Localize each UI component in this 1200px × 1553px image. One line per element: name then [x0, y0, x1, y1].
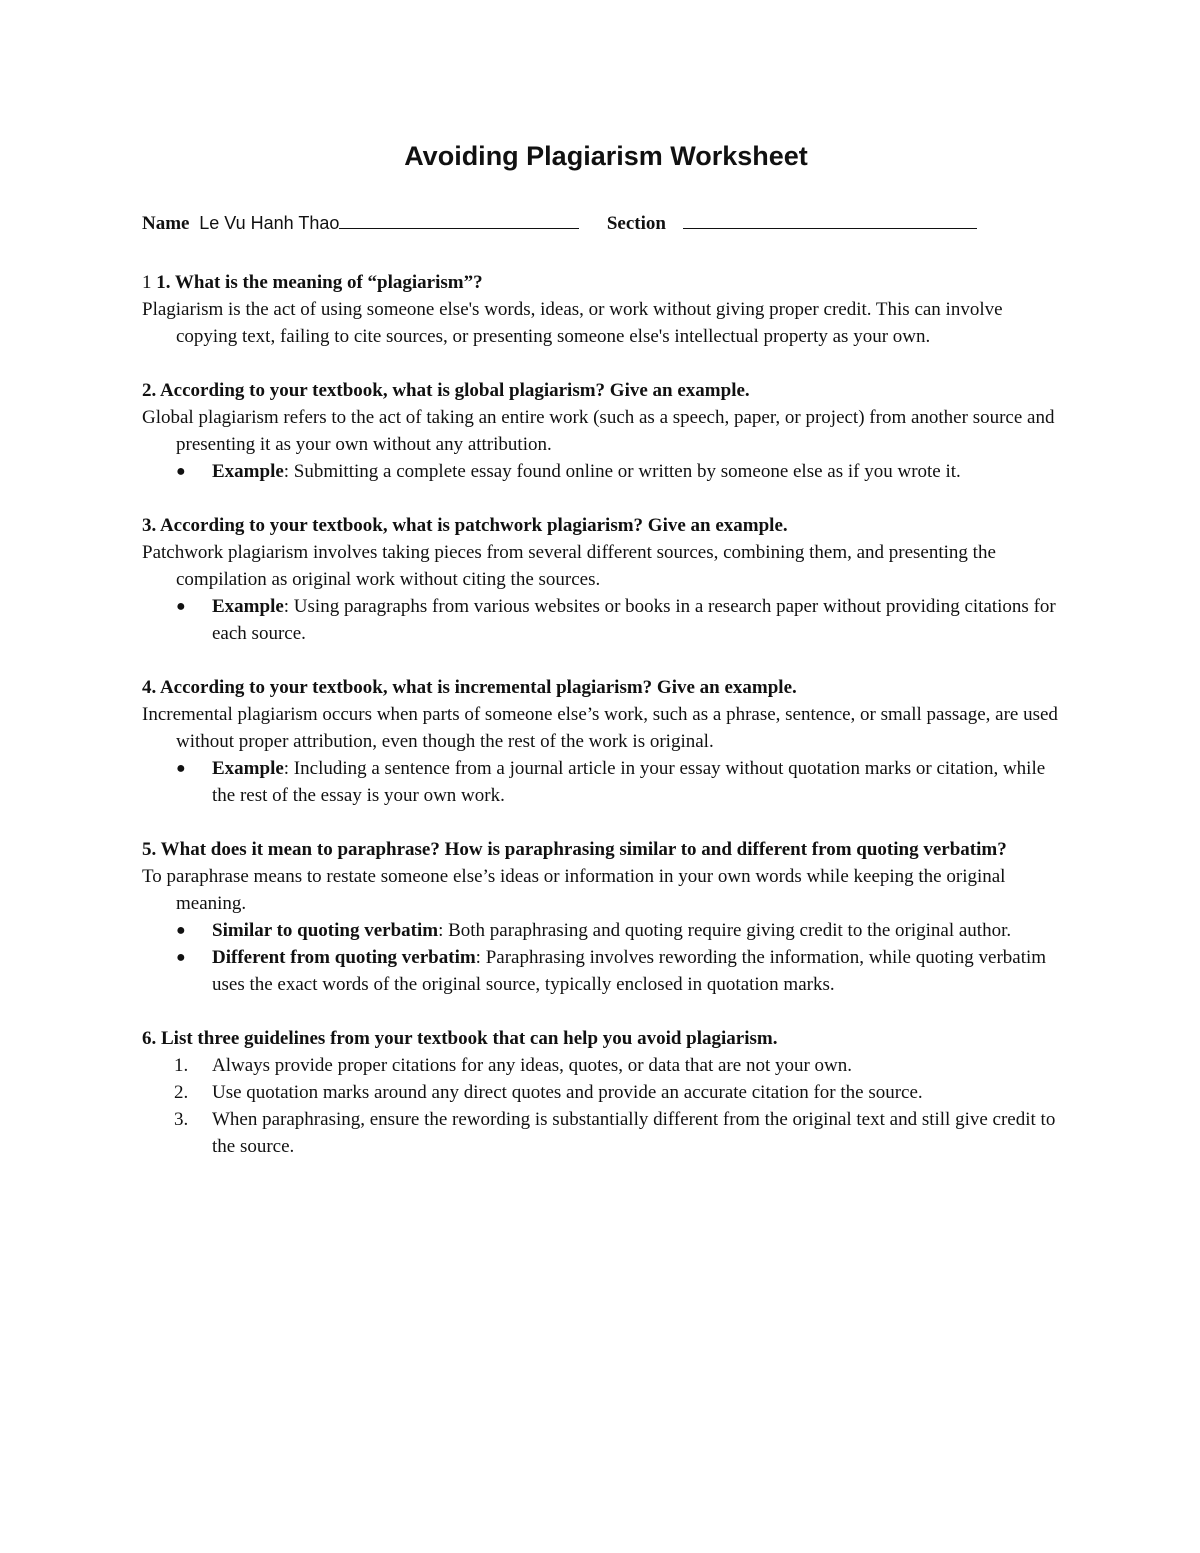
section-field[interactable]: [683, 210, 977, 229]
name-underline: [339, 210, 579, 229]
answer-3-bullets: [142, 593, 1058, 647]
bullet-icon: ●: [176, 760, 186, 777]
bullet-icon: ●: [176, 949, 186, 966]
question-block-5: [142, 836, 1058, 998]
guidelines-list: [142, 1052, 1058, 1160]
question-block-4: [142, 674, 1058, 809]
question-1: 1 1. What is the meaning of “plagiarism”?: [142, 272, 483, 293]
question-4: 4. According to your textbook, what is incremental plagiarism? Give an example.: [142, 677, 797, 698]
answer-4-bullets: [142, 755, 1058, 809]
list-item: 3. When paraphrasing, ensure the rewording is substantially different from the original text and still give credit to the source.: [174, 1109, 1056, 1157]
question-2: 2. According to your textbook, what is global plagiarism? Give an example.: [142, 380, 750, 401]
list-item: ● Example: Submitting a complete essay found online or written by someone else as if you wrote it.: [198, 458, 1058, 485]
question-3: 3. According to your textbook, what is patchwork plagiarism? Give an example.: [142, 515, 788, 536]
list-item: ● Example: Using paragraphs from various websites or books in a research paper without providing citations for each source.: [198, 593, 1058, 647]
list-item: ● Similar to quoting verbatim: Both paraphrasing and quoting require giving credit to the original author.: [198, 917, 1058, 944]
question-6: 6. List three guidelines from your textbook that can help you avoid plagiarism.: [142, 1028, 778, 1049]
worksheet-title: Avoiding Plagiarism Worksheet: [404, 141, 808, 171]
list-item: ● Example: Including a sentence from a journal article in your essay without quotation marks or citation, while the rest of the essay is your own work.: [198, 755, 1058, 809]
answer-2-bullets: [142, 458, 1058, 485]
bullet-icon: ●: [176, 922, 186, 939]
question-block-2: [142, 377, 1058, 485]
name-section-row: [142, 210, 1058, 237]
name-value[interactable]: Le Vu Hanh Thao: [199, 213, 340, 233]
list-item: 2. Use quotation marks around any direct quotes and provide an accurate citation for the source.: [174, 1082, 923, 1103]
answer-5-bullets: [142, 917, 1058, 998]
answer-4: Incremental plagiarism occurs when parts of someone else’s work, such as a phrase, sentence, or small passage, are used without proper attribution, even though the rest of the work is original.: [142, 704, 1058, 752]
answer-2: Global plagiarism refers to the act of taking an entire work (such as a speech, paper, or project) from another source and presenting it as your own without any attribution.: [142, 407, 1055, 455]
question-5: 5. What does it mean to paraphrase? How is paraphrasing similar to and different from quoting verbatim?: [142, 839, 1007, 860]
question-block-6: [142, 1025, 1058, 1160]
list-item: ● Different from quoting verbatim: Paraphrasing involves rewording the information, while quoting verbatim uses the exact words of the original source, typically enclosed in quotation marks.: [198, 944, 1058, 998]
question-block-1: [142, 269, 1058, 350]
answer-5: To paraphrase means to restate someone else’s ideas or information in your own words while keeping the original meaning.: [142, 866, 1006, 914]
name-label: Name: [142, 213, 190, 234]
answer-3: Patchwork plagiarism involves taking pieces from several different sources, combining them, and presenting the compilation as original work without citing the sources.: [142, 542, 996, 590]
section-label: Section: [606, 213, 666, 234]
question-block-3: [142, 512, 1058, 647]
bullet-icon: ●: [176, 598, 186, 615]
worksheet-page: [142, 138, 1058, 1187]
bullet-icon: ●: [176, 463, 186, 480]
answer-1: Plagiarism is the act of using someone else's words, ideas, or work without giving proper credit. This can involve copying text, failing to cite sources, or presenting someone else's intellectual property as your own.: [142, 299, 1003, 347]
list-item: 1. Always provide proper citations for any ideas, quotes, or data that are not your own.: [174, 1055, 853, 1076]
